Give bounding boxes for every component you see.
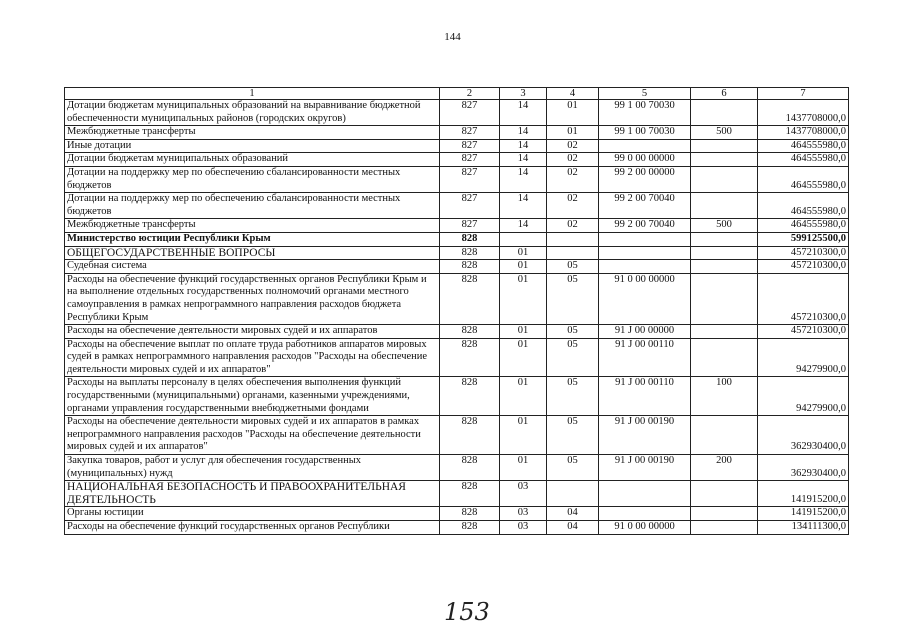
amount-cell: 1437708000,0 <box>758 126 849 140</box>
subsection-cell: 05 <box>547 325 599 339</box>
table-row <box>65 153 849 167</box>
table-row <box>65 325 849 339</box>
section-cell: 03 <box>500 507 547 521</box>
section-cell: 03 <box>500 481 547 507</box>
description-cell: Расходы на обеспечение функций государственных органов Республики Крым и на выполнение отдельных государственных полномочий органами местного самоуправления в рамках непрограммного направления расходов бюджета Республики Крым <box>65 273 440 324</box>
ministry-code-cell: 827 <box>440 139 500 153</box>
target-item-cell <box>599 260 691 274</box>
table-row <box>65 219 849 233</box>
description-cell: Межбюджетные трансферты <box>65 219 440 233</box>
section-cell: 01 <box>500 377 547 416</box>
subsection-cell: 05 <box>547 273 599 324</box>
description-cell: Закупка товаров, работ и услуг для обеспечения государственных (муниципальных) нужд <box>65 455 440 481</box>
subsection-cell: 05 <box>547 338 599 377</box>
expense-type-cell <box>691 139 758 153</box>
amount-cell: 362930400,0 <box>758 455 849 481</box>
subsection-cell <box>547 232 599 246</box>
subsection-cell: 05 <box>547 260 599 274</box>
ministry-code-cell: 828 <box>440 416 500 455</box>
target-item-cell: 91 0 00 00000 <box>599 273 691 324</box>
amount-cell: 457210300,0 <box>758 260 849 274</box>
ministry-code-cell: 828 <box>440 481 500 507</box>
expense-type-cell <box>691 273 758 324</box>
target-item-cell <box>599 507 691 521</box>
amount-cell: 464555980,0 <box>758 166 849 192</box>
budget-table <box>64 87 849 535</box>
subsection-cell: 05 <box>547 377 599 416</box>
table-row <box>65 416 849 455</box>
section-cell: 14 <box>500 219 547 233</box>
table-row <box>65 338 849 377</box>
column-header: 7 <box>758 88 849 100</box>
section-cell: 14 <box>500 193 547 219</box>
handwritten-page-number <box>440 596 500 626</box>
section-cell: 01 <box>500 416 547 455</box>
target-item-cell: 91 J 00 00000 <box>599 325 691 339</box>
description-cell: Органы юстиции <box>65 507 440 521</box>
column-header: 6 <box>691 88 758 100</box>
ministry-code-cell: 828 <box>440 273 500 324</box>
ministry-code-cell: 827 <box>440 126 500 140</box>
handwritten-number-text: 153 <box>444 598 490 626</box>
target-item-cell: 91 J 00 00110 <box>599 338 691 377</box>
table-row <box>65 232 849 246</box>
subsection-cell <box>547 481 599 507</box>
ministry-code-cell: 828 <box>440 338 500 377</box>
target-item-cell: 91 J 00 00190 <box>599 416 691 455</box>
subsection-cell: 05 <box>547 455 599 481</box>
subsection-cell: 02 <box>547 193 599 219</box>
ministry-code-cell: 828 <box>440 521 500 535</box>
expense-type-cell <box>691 232 758 246</box>
expense-type-cell <box>691 507 758 521</box>
target-item-cell <box>599 139 691 153</box>
section-cell: 03 <box>500 521 547 535</box>
subsection-cell: 01 <box>547 100 599 126</box>
amount-cell: 599125500,0 <box>758 232 849 246</box>
table-row <box>65 377 849 416</box>
description-cell: НАЦИОНАЛЬНАЯ БЕЗОПАСНОСТЬ И ПРАВООХРАНИТЕЛЬНАЯ ДЕЯТЕЛЬНОСТЬ <box>65 481 440 507</box>
expense-type-cell <box>691 338 758 377</box>
expense-type-cell <box>691 166 758 192</box>
expense-type-cell <box>691 521 758 535</box>
amount-cell: 457210300,0 <box>758 325 849 339</box>
table-row <box>65 455 849 481</box>
description-cell: ОБЩЕГОСУДАРСТВЕННЫЕ ВОПРОСЫ <box>65 246 440 260</box>
amount-cell: 94279900,0 <box>758 338 849 377</box>
subsection-cell: 02 <box>547 166 599 192</box>
subsection-cell: 02 <box>547 139 599 153</box>
description-cell: Дотации на поддержку мер по обеспечению сбалансированности местных бюджетов <box>65 166 440 192</box>
description-cell: Дотации на поддержку мер по обеспечению сбалансированности местных бюджетов <box>65 193 440 219</box>
section-cell: 14 <box>500 153 547 167</box>
ministry-code-cell: 828 <box>440 455 500 481</box>
target-item-cell <box>599 246 691 260</box>
target-item-cell: 99 2 00 70040 <box>599 193 691 219</box>
table-row <box>65 100 849 126</box>
target-item-cell: 99 2 00 70040 <box>599 219 691 233</box>
expense-type-cell: 500 <box>691 126 758 140</box>
column-header: 4 <box>547 88 599 100</box>
subsection-cell: 05 <box>547 416 599 455</box>
expense-type-cell <box>691 246 758 260</box>
target-item-cell: 91 0 00 00000 <box>599 521 691 535</box>
target-item-cell <box>599 232 691 246</box>
description-cell: Расходы на обеспечение функций государственных органов Республики <box>65 521 440 535</box>
header-row <box>65 88 849 100</box>
description-cell: Министерство юстиции Республики Крым <box>65 232 440 246</box>
table-row <box>65 193 849 219</box>
amount-cell: 94279900,0 <box>758 377 849 416</box>
section-cell <box>500 232 547 246</box>
ministry-code-cell: 827 <box>440 153 500 167</box>
table-row <box>65 507 849 521</box>
expense-type-cell <box>691 193 758 219</box>
section-cell: 01 <box>500 273 547 324</box>
table-row <box>65 246 849 260</box>
amount-cell: 464555980,0 <box>758 193 849 219</box>
section-cell: 14 <box>500 126 547 140</box>
amount-cell: 1437708000,0 <box>758 100 849 126</box>
amount-cell: 464555980,0 <box>758 219 849 233</box>
ministry-code-cell: 827 <box>440 100 500 126</box>
section-cell: 01 <box>500 260 547 274</box>
description-cell: Расходы на выплаты персоналу в целях обеспечения выполнения функций государственными (муниципальными) органами, казенными учреждениями, органами управления государственными внебюджетными фондами <box>65 377 440 416</box>
ministry-code-cell: 828 <box>440 260 500 274</box>
expense-type-cell <box>691 481 758 507</box>
subsection-cell: 01 <box>547 126 599 140</box>
description-cell: Расходы на обеспечение деятельности мировых судей и их аппаратов <box>65 325 440 339</box>
description-cell: Дотации бюджетам муниципальных образований <box>65 153 440 167</box>
column-header: 2 <box>440 88 500 100</box>
section-cell: 01 <box>500 455 547 481</box>
section-cell: 14 <box>500 166 547 192</box>
amount-cell: 141915200,0 <box>758 507 849 521</box>
amount-cell: 457210300,0 <box>758 246 849 260</box>
target-item-cell: 99 0 00 00000 <box>599 153 691 167</box>
description-cell: Межбюджетные трансферты <box>65 126 440 140</box>
target-item-cell <box>599 481 691 507</box>
table-row <box>65 481 849 507</box>
expense-type-cell: 500 <box>691 219 758 233</box>
expense-type-cell <box>691 153 758 167</box>
amount-cell: 134111300,0 <box>758 521 849 535</box>
section-cell: 14 <box>500 139 547 153</box>
expense-type-cell <box>691 325 758 339</box>
amount-cell: 457210300,0 <box>758 273 849 324</box>
subsection-cell <box>547 246 599 260</box>
amount-cell: 141915200,0 <box>758 481 849 507</box>
subsection-cell: 04 <box>547 521 599 535</box>
ministry-code-cell: 827 <box>440 193 500 219</box>
amount-cell: 464555980,0 <box>758 153 849 167</box>
description-cell: Иные дотации <box>65 139 440 153</box>
target-item-cell: 99 1 00 70030 <box>599 126 691 140</box>
table-row <box>65 126 849 140</box>
subsection-cell: 02 <box>547 219 599 233</box>
section-cell: 01 <box>500 325 547 339</box>
expense-type-cell <box>691 260 758 274</box>
expense-type-cell <box>691 416 758 455</box>
description-cell: Судебная система <box>65 260 440 274</box>
expense-type-cell <box>691 100 758 126</box>
subsection-cell: 02 <box>547 153 599 167</box>
target-item-cell: 91 J 00 00110 <box>599 377 691 416</box>
section-cell: 01 <box>500 338 547 377</box>
ministry-code-cell: 828 <box>440 377 500 416</box>
table-row <box>65 139 849 153</box>
column-header: 5 <box>599 88 691 100</box>
table-row <box>65 260 849 274</box>
table-row <box>65 521 849 535</box>
ministry-code-cell: 828 <box>440 507 500 521</box>
amount-cell: 464555980,0 <box>758 139 849 153</box>
section-cell: 01 <box>500 246 547 260</box>
table-row <box>65 273 849 324</box>
column-header: 3 <box>500 88 547 100</box>
ministry-code-cell: 828 <box>440 232 500 246</box>
description-cell: Расходы на обеспечение деятельности мировых судей и их аппаратов в рамках непрограммного направления расходов "Расходы на обеспечение деятельности мировых судей и их аппаратов" <box>65 416 440 455</box>
ministry-code-cell: 827 <box>440 166 500 192</box>
subsection-cell: 04 <box>547 507 599 521</box>
description-cell: Дотации бюджетам муниципальных образований на выравнивание бюджетной обеспеченности муниципальных районов (городских округов) <box>65 100 440 126</box>
ministry-code-cell: 828 <box>440 246 500 260</box>
table-row <box>65 166 849 192</box>
target-item-cell: 99 1 00 70030 <box>599 100 691 126</box>
ministry-code-cell: 828 <box>440 325 500 339</box>
section-cell: 14 <box>500 100 547 126</box>
ministry-code-cell: 827 <box>440 219 500 233</box>
page-number: 144 <box>444 31 461 43</box>
expense-type-cell: 100 <box>691 377 758 416</box>
description-cell: Расходы на обеспечение выплат по оплате труда работников аппаратов мировых судей в рамках непрограммного направления расходов "Расходы на обеспечение деятельности мировых судей и их аппаратов" <box>65 338 440 377</box>
target-item-cell: 91 J 00 00190 <box>599 455 691 481</box>
target-item-cell: 99 2 00 00000 <box>599 166 691 192</box>
expense-type-cell: 200 <box>691 455 758 481</box>
column-header: 1 <box>65 88 440 100</box>
amount-cell: 362930400,0 <box>758 416 849 455</box>
